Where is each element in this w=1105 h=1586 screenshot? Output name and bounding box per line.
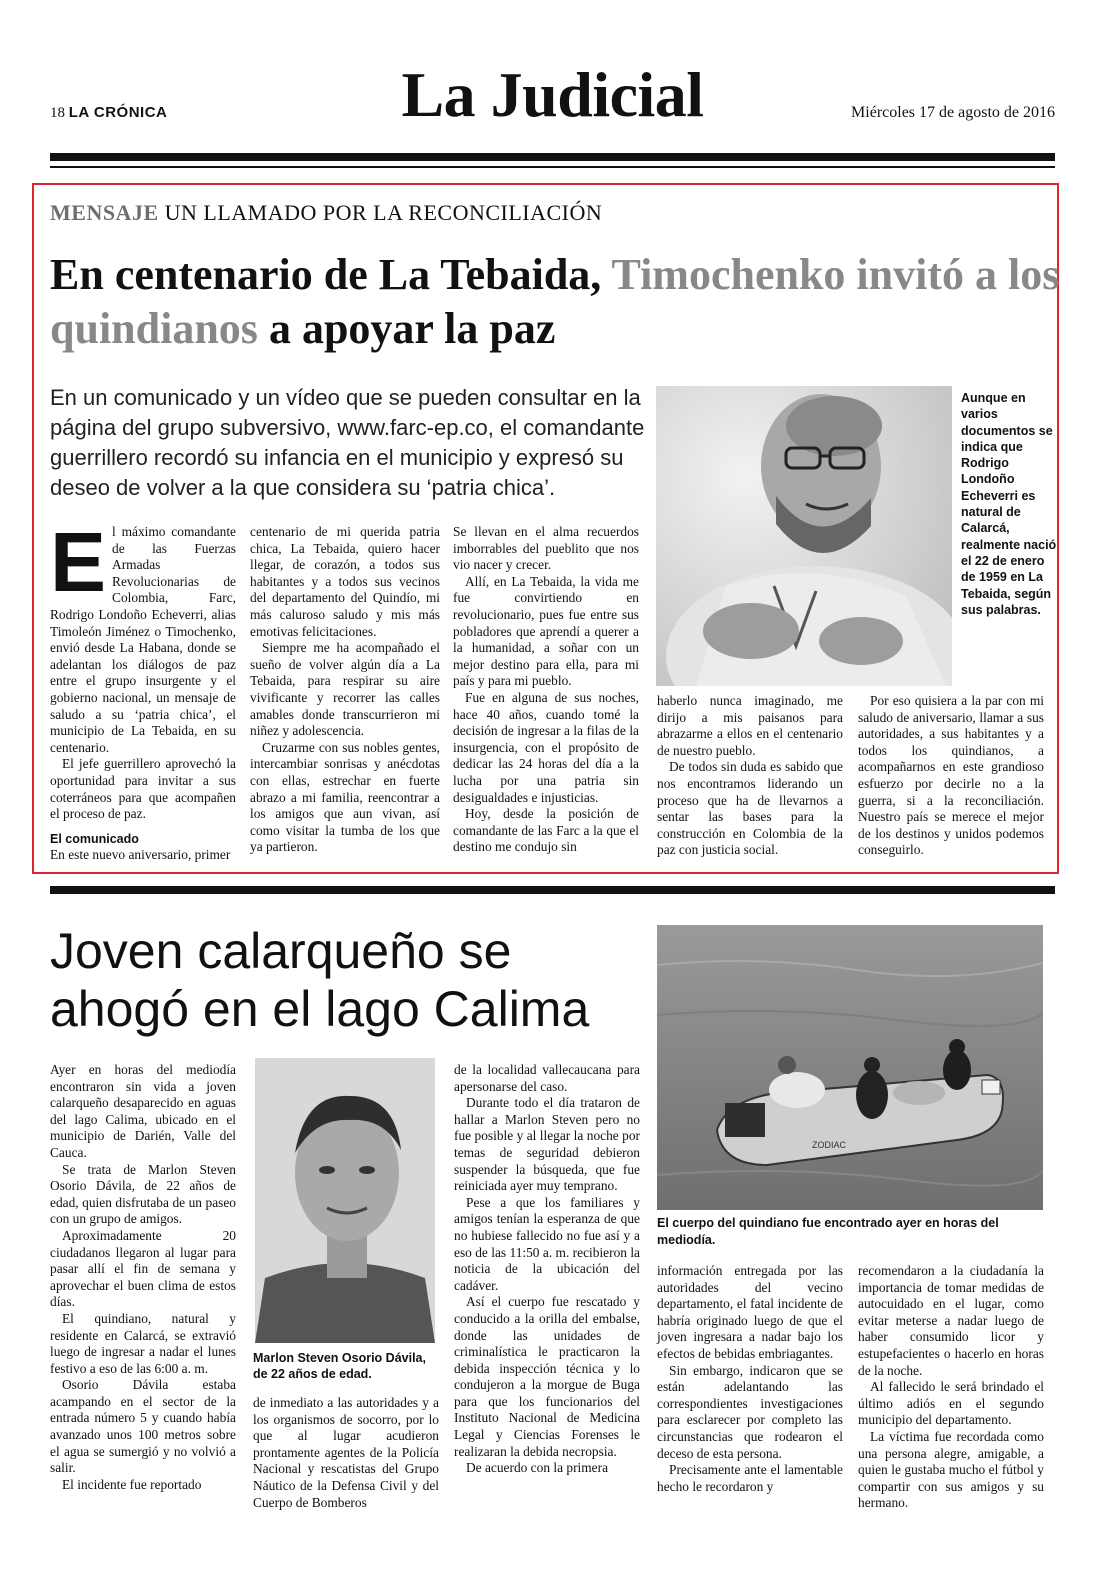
story1-paragraph: Allí, en La Tebaida, la vida me fue convirtiendo en revolucionario, pues fue entre sus pobladores que aprendí a querer a la humanidad, a soñar con un mejor destino para ella, para mi país y para mi pueblo. <box>453 573 639 689</box>
story1-paragraph: Por eso quisiera a la par con mi saludo de aniversario, llamar a sus autoridades, a sus habitantes y a todos los quindianos, a acompañarnos en este grandioso esfuerzo por decirle no a la guerra, si a la reconciliación. Nuestro país se merece el mejor de los destinos y unidos podemos conseguirlo. <box>858 693 1044 858</box>
story1-column-2 <box>250 524 440 856</box>
story2-paragraph: Al fallecido le será brindado el último adiós en el segundo municipio del departamento. <box>858 1379 1044 1428</box>
story2-paragraph: Se trata de Marlon Steven Osorio Dávila, de 22 años de edad, quien disfrutaba de un paseo con un grupo de amigos. <box>50 1161 236 1227</box>
story1-paragraph: Siempre me ha acompañado el sueño de volver algún día a La Tebaida, para respirar su aire vivificante y recorrer las calles amables donde transcurrieron mi niñez y adolescencia. <box>250 640 440 739</box>
story1-subhead: El comunicado <box>50 831 139 846</box>
story2-paragraph: El quindiano, natural y residente en Calarcá, se extravió luego de ingresar a nadar el lunes festivo a eso de las 6:00 a. m. <box>50 1310 236 1376</box>
rescue-photo-caption: El cuerpo del quindiano fue encontrado ayer en horas del mediodía. <box>657 1216 999 1247</box>
story2-headline: Joven calarqueño se ahogó en el lago Calima <box>50 923 590 1037</box>
page-number-value: 18 <box>50 105 65 121</box>
drop-cap: E <box>50 515 107 609</box>
story2-paragraph: Sin embargo, indicaron que se están adelantando las correspondientes investigaciones para esclarecer por completo las circunstancias que rodearon el deceso de esta persona. <box>657 1362 843 1461</box>
rescue-boat-photo <box>657 925 1043 1210</box>
section-divider <box>50 886 1055 894</box>
kicker-label: MENSAJE <box>50 200 159 225</box>
story1-paragraph: haberlo nunca imaginado, me dirijo a mis paisanos para abrazarme a ellos en el centenario de nuestro pueblo. <box>657 693 843 758</box>
story2-column-3 <box>454 1062 640 1477</box>
masthead-rule-thin <box>50 166 1055 168</box>
story2-paragraph: de la localidad vallecaucana para apersonarse del caso. <box>454 1062 640 1094</box>
masthead-rule <box>50 153 1055 161</box>
headline-part3: a apoyar la paz <box>268 304 556 353</box>
timochenko-photo <box>656 386 952 686</box>
story2-paragraph: Pese a que los familiares y amigos tenían la esperanza de que no hubiese fallecido no fue así y a eso de las 11:50 a. m. recibieron la noticia de la ubicación del cadáver. <box>454 1194 640 1293</box>
boat-label: ZODIAC <box>812 1140 847 1150</box>
kicker-text: UN LLAMADO POR LA RECONCILIACIÓN <box>164 200 603 225</box>
timochenko-photo-caption: Aunque en varios documentos se indica que Rodrigo Londoño Echeverri es natural de Calarcá, realmente nació el 22 de enero de 1959 en La Tebaida, según sus palabras. <box>961 391 1057 617</box>
story2-paragraph: de inmediato a las autoridades y a los organismos de socorro, por lo que al lugar acudieron prontamente agentes de la Policía Nacional y rescatistas del Grupo Náutico de la Defensa Civil y del Cuerpo de Bomberos <box>253 1395 439 1510</box>
story1-paragraph: l máximo comandante de las Fuerzas Armadas Revolucionarias de Colombia, Farc, Rodrigo Londoño Echeverri, alias Timoleón Jiménez o Timochenko, envió desde La Habana, donde se adelantan los diálogos de paz entre el grupo insurgente y el gobierno nacional, un mensaje de saludo a su ‘patria chica’, el municipio de La Tebaida, en su centenario. <box>50 524 236 755</box>
victim-portrait-photo <box>255 1058 435 1343</box>
story1-paragraph: Hoy, desde la posición de comandante de las Farc a la que el destino me condujo sin <box>453 806 639 855</box>
story1-paragraph: De todos sin duda es sabido que nos encontramos liderando un proceso que ha de llevarnos a sentar las bases para la construcción en Colombia de la paz con justicia social. <box>657 759 843 858</box>
story1-paragraph: Cruzarme con sus nobles gentes, intercambiar sonrisas y anécdotas con ellas, estrechar en fuerte abrazo a mi familia, reencontrar a los amigos que aun vivan, así como visitar la tumba de los que ya partieron. <box>250 739 440 855</box>
story1-paragraph: Fue en alguna de sus noches, hace 40 años, cuando tomé la decisión de ingresar a la filas de la insurgencia, con el propósito de dedicar las 24 horas del día a la lucha por una patria sin desigualdades e injusticias. <box>453 689 639 805</box>
story1-paragraph: El jefe guerrillero aprovechó la oportunidad para invitar a sus coterráneos para que acompañen el proceso de paz. <box>50 756 236 822</box>
story2-column-2 <box>253 1395 439 1511</box>
story1-paragraph: Se llevan en el alma recuerdos imborrables del pueblito que nos vio nacer y crecer. <box>453 524 639 573</box>
story2-paragraph: Precisamente ante el lamentable hecho le recordaron y <box>657 1462 843 1494</box>
headline-part1: En centenario de La Tebaida, <box>50 250 602 299</box>
victim-portrait-illustration <box>255 1058 435 1343</box>
story2-paragraph: Ayer en horas del mediodía encontraron sin vida a joven calarqueño desaparecido en aguas del lago Calima, ubicado en el municipio de Darién, Valle del Cauca. <box>50 1062 236 1160</box>
story1-column-4 <box>657 693 843 859</box>
rescue-boat-illustration <box>657 925 1043 1210</box>
section-title: La Judicial <box>401 59 704 130</box>
issue-date: Miércoles 17 de agosto de 2016 <box>851 104 1055 121</box>
story2-column-5 <box>858 1263 1044 1512</box>
story2-paragraph: Osorio Dávila estaba acampando en el sector de la entrada número 5 y cuando había avanzado unos 100 metros sobre el agua se sumergió y no volvió a salir. <box>50 1377 236 1476</box>
story2-column-1 <box>50 1062 236 1493</box>
story2-paragraph: Durante todo el día trataron de hallar a Marlon Steven pero no fue posible y al llegar la noche por temas de seguridad debieron suspender la búsqueda, que fue reiniciada ayer muy temprano. <box>454 1095 640 1194</box>
story2-paragraph: recomendaron a la ciudadanía la importancia de tomar medidas de autocuidado en el lugar, como evitar meterse a nadar luego de haber consumido licor y estupefacientes o hacerlo en horas de la noche. <box>858 1263 1044 1378</box>
paper-name: LA CRÓNICA <box>68 104 168 121</box>
story2-paragraph: El incidente fue reportado <box>62 1476 202 1492</box>
story2-paragraph: De acuerdo con la primera <box>466 1460 609 1476</box>
story1-kicker <box>50 200 602 226</box>
story1-paragraph: centenario de mi querida patria chica, La Tebaida, quiero hacer llegar, de corazón, a todos sus habitantes y a todos sus vecinos del departamento del Quindío, mi más caluroso saludo y mis más emotivas felicitaciones. <box>250 524 440 639</box>
story2-paragraph: información entregada por las autoridades del vecino departamento, el fatal incidente de habría originado luego de que el joven ingresara a nadar bajo los efectos de bebidas embriagantes. <box>657 1263 843 1361</box>
story2-column-4 <box>657 1263 843 1495</box>
story1-column-5 <box>858 693 1044 859</box>
story2-paragraph: La víctima fue recordada como una persona alegre, amigable, a quien le gustaba mucho el fútbol y compartir con sus amigos y su hermano. <box>858 1428 1044 1511</box>
portrait-illustration <box>656 386 952 686</box>
story1-lead: En un comunicado y un vídeo que se pueden consultar en la página del grupo subversivo, www.farc-ep.co, el comandante guerrillero recordó su infancia en el municipio y expresó su deseo de volver a la que considera su ‘patria chica’. <box>50 385 645 500</box>
story1-column-3 <box>453 524 639 856</box>
story1-column-1 <box>50 515 236 864</box>
victim-portrait-caption: Marlon Steven Osorio Dávila, de 22 años de edad. <box>253 1351 426 1381</box>
story2-paragraph: Aproximadamente 20 ciudadanos llegaron al lugar para pasar allí el fin de semana y aprovechar el buen clima de estos días. <box>50 1227 236 1310</box>
story2-paragraph: Así el cuerpo fue rescatado y conducido a la orilla del embalse, donde las unidades de criminalística le practicaron la debida inspección técnica y lo condujeron a la morgue de Buga para que los funcionarios del Instituto Nacional de Medicina Legal y Ciencias Forenses le realizaran la debida necropsia. <box>454 1294 640 1459</box>
story1-paragraph: En este nuevo aniversario, primer <box>50 847 231 863</box>
headline-part2: Timochenko invitó a los quindianos <box>50 250 1060 353</box>
story1-headline <box>50 248 1060 356</box>
